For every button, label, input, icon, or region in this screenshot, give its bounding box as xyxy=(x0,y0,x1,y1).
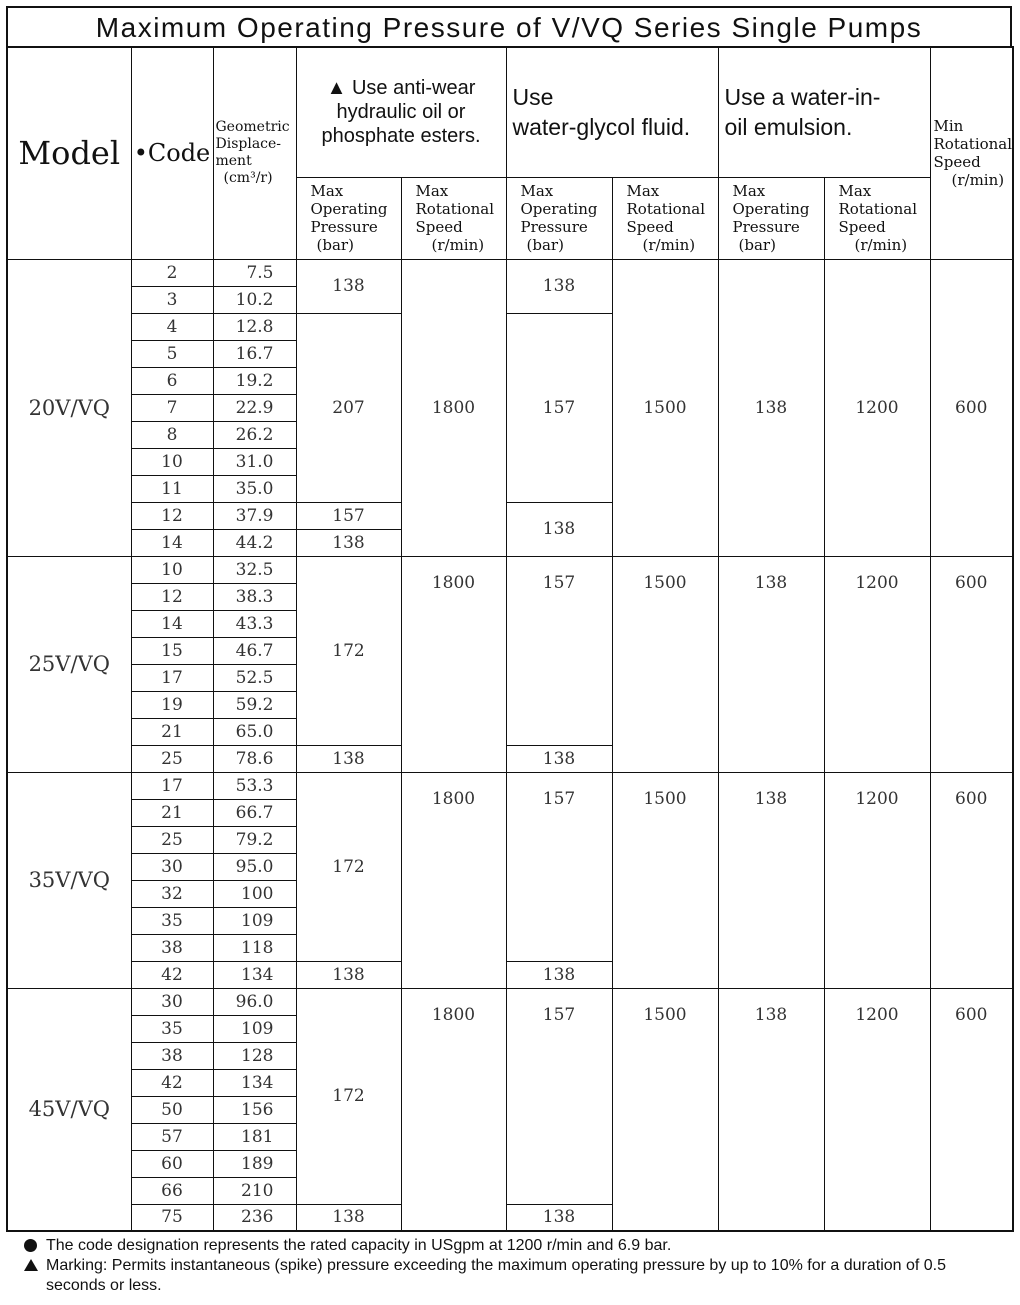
table-row xyxy=(7,556,1013,583)
displacement-cell: 100 xyxy=(213,880,296,907)
displacement-cell: 66.7 xyxy=(213,799,296,826)
code-cell: 60 xyxy=(131,1150,213,1177)
header-anti-wear-group: ▲ Use anti-wear hydraulic oil or phosphate esters. xyxy=(296,47,506,177)
water-glycol-pressure: 157 xyxy=(506,556,612,745)
min-rotational-speed: 600 xyxy=(930,988,1013,1231)
displacement-cell: 59.2 xyxy=(213,691,296,718)
subheader-emulsion-max-speed: Max Rotational Speed (r/min) xyxy=(824,177,930,259)
displacement-cell: 26.2 xyxy=(213,421,296,448)
displacement-cell: 7.5 xyxy=(213,259,296,286)
code-cell: 12 xyxy=(131,583,213,610)
model-name: 25V/VQ xyxy=(7,556,131,772)
min-rotational-speed: 600 xyxy=(930,556,1013,772)
displacement-cell: 134 xyxy=(213,961,296,988)
code-cell: 32 xyxy=(131,880,213,907)
water-glycol-speed: 1500 xyxy=(612,259,718,556)
code-cell: 14 xyxy=(131,529,213,556)
header-code: •Code xyxy=(131,47,213,259)
emulsion-speed: 1200 xyxy=(824,772,930,988)
code-cell: 2 xyxy=(131,259,213,286)
water-glycol-speed: 1500 xyxy=(612,988,718,1231)
code-cell: 25 xyxy=(131,826,213,853)
displacement-cell: 53.3 xyxy=(213,772,296,799)
code-cell: 21 xyxy=(131,799,213,826)
displacement-cell: 19.2 xyxy=(213,367,296,394)
subheader-water-glycol-max-speed: Max Rotational Speed (r/min) xyxy=(612,177,718,259)
displacement-cell: 44.2 xyxy=(213,529,296,556)
emulsion-speed: 1200 xyxy=(824,259,930,556)
displacement-cell: 210 xyxy=(213,1177,296,1204)
code-cell: 66 xyxy=(131,1177,213,1204)
displacement-cell: 12.8 xyxy=(213,313,296,340)
code-cell: 14 xyxy=(131,610,213,637)
emulsion-speed: 1200 xyxy=(824,988,930,1231)
model-name: 35V/VQ xyxy=(7,772,131,988)
code-cell: 35 xyxy=(131,1015,213,1042)
displacement-cell: 22.9 xyxy=(213,394,296,421)
displacement-cell: 32.5 xyxy=(213,556,296,583)
code-cell: 11 xyxy=(131,475,213,502)
pressure-table xyxy=(6,46,1014,1232)
code-cell: 17 xyxy=(131,664,213,691)
code-cell: 5 xyxy=(131,340,213,367)
footnote-marking: Marking: Permits instantaneous (spike) pressure exceeding the maximum operating pressure by up to 10% for a duration of 0.5 seconds or less. xyxy=(24,1256,1004,1296)
code-cell: 10 xyxy=(131,448,213,475)
anti-wear-speed: 1800 xyxy=(401,259,506,556)
header-emulsion-group: Use a water-in- oil emulsion. xyxy=(718,47,930,177)
code-cell: 57 xyxy=(131,1123,213,1150)
displacement-cell: 189 xyxy=(213,1150,296,1177)
anti-wear-pressure: 138 xyxy=(296,745,401,772)
subheader-water-glycol-max-pressure: Max Operating Pressure (bar) xyxy=(506,177,612,259)
code-cell: 38 xyxy=(131,1042,213,1069)
bullet-dot-icon xyxy=(24,1239,37,1252)
displacement-cell: 31.0 xyxy=(213,448,296,475)
table-row xyxy=(7,988,1013,1015)
displacement-cell: 46.7 xyxy=(213,637,296,664)
code-cell: 21 xyxy=(131,718,213,745)
header-geometric-displacement: Geometric Displace- ment (cm³/r) xyxy=(213,47,296,259)
water-glycol-pressure: 138 xyxy=(506,502,612,556)
water-glycol-pressure: 157 xyxy=(506,313,612,502)
code-cell: 75 xyxy=(131,1204,213,1231)
water-glycol-pressure: 138 xyxy=(506,961,612,988)
code-cell: 4 xyxy=(131,313,213,340)
code-cell: 7 xyxy=(131,394,213,421)
emulsion-pressure: 138 xyxy=(718,259,824,556)
displacement-cell: 16.7 xyxy=(213,340,296,367)
water-glycol-pressure: 138 xyxy=(506,259,612,313)
code-cell: 42 xyxy=(131,961,213,988)
emulsion-pressure: 138 xyxy=(718,772,824,988)
code-cell: 35 xyxy=(131,907,213,934)
displacement-cell: 156 xyxy=(213,1096,296,1123)
displacement-cell: 10.2 xyxy=(213,286,296,313)
displacement-cell: 96.0 xyxy=(213,988,296,1015)
displacement-cell: 236 xyxy=(213,1204,296,1231)
displacement-cell: 65.0 xyxy=(213,718,296,745)
displacement-cell: 134 xyxy=(213,1069,296,1096)
code-cell: 12 xyxy=(131,502,213,529)
footnote-code: The code designation represents the rated capacity in USgpm at 1200 r/min and 6.9 bar. xyxy=(24,1236,1004,1256)
displacement-cell: 43.3 xyxy=(213,610,296,637)
subheader-emulsion-max-pressure: Max Operating Pressure (bar) xyxy=(718,177,824,259)
displacement-cell: 35.0 xyxy=(213,475,296,502)
code-cell: 6 xyxy=(131,367,213,394)
anti-wear-pressure: 138 xyxy=(296,529,401,556)
code-cell: 30 xyxy=(131,853,213,880)
water-glycol-speed: 1500 xyxy=(612,772,718,988)
anti-wear-pressure: 172 xyxy=(296,556,401,745)
footnotes xyxy=(24,1236,1004,1296)
code-cell: 15 xyxy=(131,637,213,664)
anti-wear-pressure: 138 xyxy=(296,1204,401,1231)
displacement-cell: 181 xyxy=(213,1123,296,1150)
anti-wear-speed: 1800 xyxy=(401,988,506,1231)
code-cell: 8 xyxy=(131,421,213,448)
displacement-cell: 118 xyxy=(213,934,296,961)
emulsion-pressure: 138 xyxy=(718,556,824,772)
code-cell: 42 xyxy=(131,1069,213,1096)
header-water-glycol-group: Use water-glycol fluid. xyxy=(506,47,718,177)
displacement-cell: 128 xyxy=(213,1042,296,1069)
code-cell: 19 xyxy=(131,691,213,718)
page-title: Maximum Operating Pressure of V/VQ Series Single Pumps xyxy=(6,6,1012,46)
displacement-cell: 109 xyxy=(213,907,296,934)
anti-wear-pressure: 172 xyxy=(296,772,401,961)
water-glycol-pressure: 157 xyxy=(506,988,612,1204)
displacement-cell: 52.5 xyxy=(213,664,296,691)
model-name: 20V/VQ xyxy=(7,259,131,556)
anti-wear-pressure: 157 xyxy=(296,502,401,529)
displacement-cell: 79.2 xyxy=(213,826,296,853)
water-glycol-pressure: 138 xyxy=(506,745,612,772)
emulsion-pressure: 138 xyxy=(718,988,824,1231)
table-row xyxy=(7,259,1013,286)
table-row xyxy=(7,772,1013,799)
code-cell: 3 xyxy=(131,286,213,313)
displacement-cell: 37.9 xyxy=(213,502,296,529)
anti-wear-pressure: 138 xyxy=(296,961,401,988)
triangle-marker-icon xyxy=(24,1259,38,1271)
anti-wear-speed: 1800 xyxy=(401,556,506,772)
min-rotational-speed: 600 xyxy=(930,772,1013,988)
anti-wear-pressure: 172 xyxy=(296,988,401,1204)
displacement-cell: 78.6 xyxy=(213,745,296,772)
anti-wear-pressure: 207 xyxy=(296,313,401,502)
displacement-cell: 109 xyxy=(213,1015,296,1042)
model-name: 45V/VQ xyxy=(7,988,131,1231)
code-cell: 30 xyxy=(131,988,213,1015)
anti-wear-speed: 1800 xyxy=(401,772,506,988)
code-cell: 50 xyxy=(131,1096,213,1123)
code-cell: 10 xyxy=(131,556,213,583)
min-rotational-speed: 600 xyxy=(930,259,1013,556)
header-model: Model xyxy=(7,47,131,259)
code-cell: 38 xyxy=(131,934,213,961)
displacement-cell: 38.3 xyxy=(213,583,296,610)
anti-wear-pressure: 138 xyxy=(296,259,401,313)
subheader-anti-wear-max-pressure: Max Operating Pressure (bar) xyxy=(296,177,401,259)
displacement-cell: 95.0 xyxy=(213,853,296,880)
header-min-rotational-speed: Min Rotational Speed (r/min) xyxy=(930,47,1013,259)
code-cell: 17 xyxy=(131,772,213,799)
water-glycol-speed: 1500 xyxy=(612,556,718,772)
water-glycol-pressure: 138 xyxy=(506,1204,612,1231)
water-glycol-pressure: 157 xyxy=(506,772,612,961)
code-cell: 25 xyxy=(131,745,213,772)
subheader-anti-wear-max-speed: Max Rotational Speed (r/min) xyxy=(401,177,506,259)
emulsion-speed: 1200 xyxy=(824,556,930,772)
